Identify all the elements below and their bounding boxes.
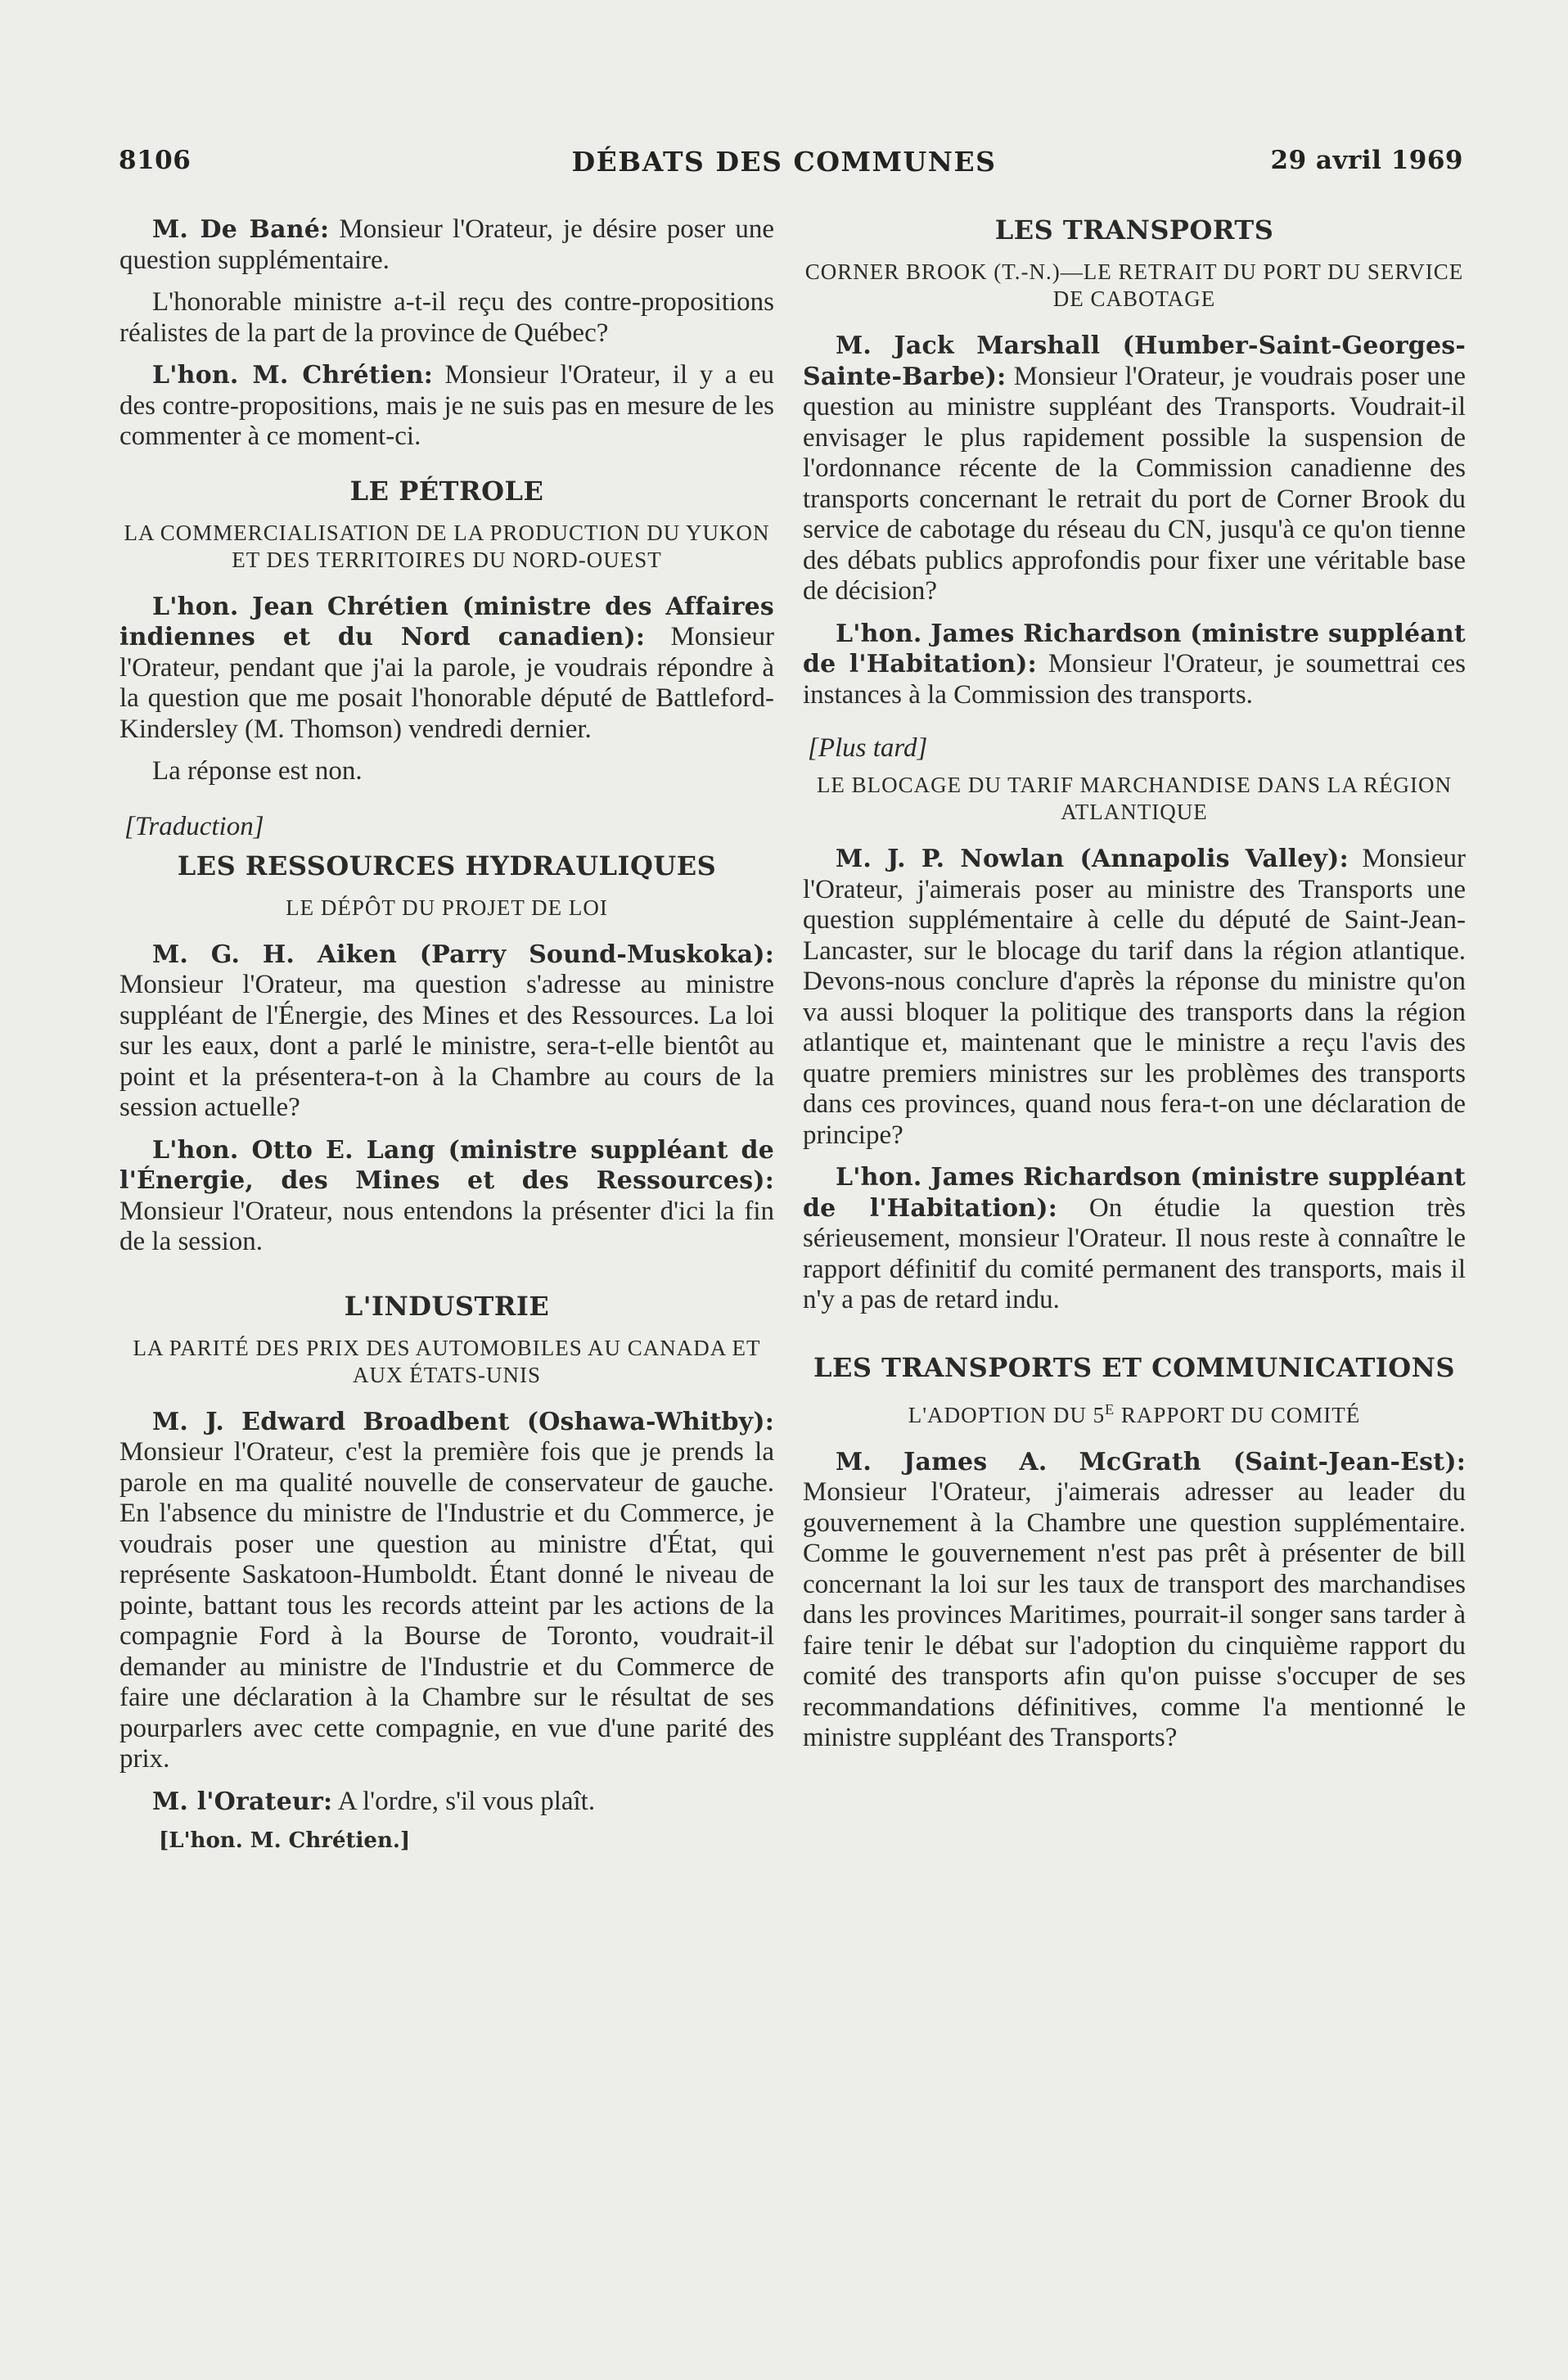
paragraph [803,1447,1466,1754]
paragraph [119,592,774,746]
speaker: L'hon. Otto E. Lang (ministre suppléant de l'Énergie, des Mines et des Ressources): [119,1135,774,1195]
speech-text: Monsieur l'Orateur, nous entendons la présenter d'ici la fin de la session. [119,1196,774,1256]
paragraph [119,1135,774,1258]
subsection-heading: LE DÉPÔT DU PROJET DE LOI [286,895,608,920]
section-heading: LES TRANSPORTS ET COMMUNICATIONS [813,1351,1455,1383]
subsection-heading: LA COMMERCIALISATION DE LA PRODUCTION DU YUKON ET DES TERRITOIRES DU NORD-OUEST [124,520,770,572]
speaker: L'hon. M. Chrétien: [152,361,434,390]
paragraph [803,331,1466,607]
running-footer: [L'hon. M. Chrétien.] [159,1828,411,1853]
speaker: L'hon. James Richardson (ministre suppléant de l'Habitation): [803,619,1466,678]
paragraph [119,360,774,453]
speech-text: On étudie la question très sérieusement, monsieur l'Orateur. Il nous reste à connaître le rapport définitif du comité permanent des transports, mais il n'y a pas de retard indu. [803,1192,1466,1314]
paragraph: La réponse est non. [152,756,363,786]
paragraph: L'honorable ministre a-t-il reçu des contre-propositions réalistes de la part de la province de Québec? [119,287,774,348]
section-heading: LES TRANSPORTS [994,214,1274,246]
paragraph [119,940,774,1124]
speech-text: Monsieur l'Orateur, je soumettrai ces instances à la Commission des transports. [803,649,1466,710]
speech-text: Monsieur l'Orateur, je désire poser une question supplémentaire. [119,214,774,275]
paragraph [119,1407,774,1775]
speech-text: Monsieur l'Orateur, pendant que j'ai la parole, je voudrais répondre à la question que me posait l'honorable député de Battleford-Kindersley (M. Thomson) vendredi dernier. [119,622,774,744]
speech-text: Monsieur l'Orateur, je voudrais poser une question au ministre suppléant des Transports. Voudrait-il envisager le plus rapidement possible la suspension de l'ordonnance récente de la Commission canadienne des transports concernant le retrait du port de Corner Brook du service de cabotage du réseau du CN, jusqu'à ce qu'on tienne des débats publics approfondis pour fixer une véritable base de décision? [803,361,1466,606]
ordinal-suffix: E [1105,1400,1115,1418]
section-heading: LE PÉTROLE [349,475,544,507]
section-heading: L'INDUSTRIE [344,1290,550,1322]
speaker: M. J. Edward Broadbent (Oshawa-Whitby): [152,1407,774,1436]
speaker: M. De Bané: [152,215,330,244]
speaker: M. James A. McGrath (Saint-Jean-Est): [836,1447,1466,1476]
speaker: M. J. P. Nowlan (Annapolis Valley): [836,845,1349,873]
speaker: L'hon. Jean Chrétien (ministre des Affaires indiennes et du Nord canadien): [119,592,774,651]
subsection-heading [803,1396,1466,1429]
speech-text: A l'ordre, s'il vous plaît. [332,1786,596,1816]
subheading-part: RAPPORT DU COMITÉ [1115,1402,1361,1427]
speaker: M. Jack Marshall (Humber-Saint-Georges-Sainte-Barbe): [803,331,1466,391]
page-date: 29 avril 1969 [1270,146,1463,175]
speech-text: Monsieur l'Orateur, j'aimerais adresser au leader du gouvernement à la Chambre une question supplémentaire. Comme le gouvernement n'est pas prêt à présenter de bill concernant la loi sur les taux de transport des marchandises dans les provinces Maritimes, pourrait-il songer sans tarder à faire tenir le débat sur l'adoption du cinquième rapport du comité des transports afin qu'on puisse s'occuper de ses recommandations définitives, comme l'a mentionné le ministre suppléant des Transports? [803,1477,1466,1752]
left-column [119,214,774,1853]
speaker: M. l'Orateur: [152,1787,333,1816]
speaker: L'hon. James Richardson (ministre suppléant de l'Habitation): [803,1163,1466,1223]
speech-text: Monsieur l'Orateur, ma question s'adresse au ministre suppléant de l'Énergie, des Mines et des Ressources. La loi sur les eaux, dont a parlé le ministre, sera-t-elle bientôt au point et la présentera-t-on à la Chambre au cours de la session actuelle? [119,970,774,1122]
right-column [803,214,1466,1765]
subsection-heading: CORNER BROOK (T.-N.)—LE RETRAIT DU PORT DU SERVICE DE CABOTAGE [804,259,1464,311]
speech-text: Monsieur l'Orateur, j'aimerais poser au ministre des Transports une question supplémentaire à celle du député de Saint-Jean-Lancaster, sur le blocage du tarif dans la région atlantique. Devons-nous conclure d'après la réponse du ministre qu'on va aussi bloquer la politique des transports dans la région atlantique et, maintenant que le ministre a reçu l'avis des quatre premiers ministres sur les problèmes des transports dans ces provinces, quand nous fera-t-on une déclaration de principe? [803,844,1466,1150]
later-note: [Plus tard] [808,733,928,763]
translation-note: [Traduction] [124,811,264,841]
subheading-part: L'ADOPTION DU 5 [908,1402,1106,1427]
paragraph [119,214,774,276]
speech-text: Monsieur l'Orateur, c'est la première fois que je prends la parole en ma qualité nouvelle de conservateur de gauche. En l'absence du ministre de l'Industrie et du Commerce, je voudrais poser une question au ministre d'État, qui représente Saskatoon-Humboldt. Étant donné le niveau de pointe, battant tous les records atteint par les actions de la compagnie Ford à la Bourse de Toronto, voudrait-il demander au ministre de l'Industrie et du Commerce de faire une déclaration à la Chambre sur le résultat de ses pourparlers avec cette compagnie, en vue d'une parité des prix. [119,1437,774,1774]
paragraph [803,844,1466,1151]
speaker: M. G. H. Aiken (Parry Sound-Muskoka): [152,940,774,969]
speech-text: Monsieur l'Orateur, il y a eu des contre-propositions, mais je ne suis pas en mesure de les commenter à ce moment-ci. [119,360,775,451]
page-title: DÉBATS DES COMMUNES [571,146,997,178]
page-number: 8106 [119,146,191,175]
section-heading: LES RESSOURCES HYDRAULIQUES [177,850,717,881]
paragraph [803,1162,1466,1316]
subsection-heading: LE BLOCAGE DU TARIF MARCHANDISE DANS LA RÉGION ATLANTIQUE [816,773,1453,824]
subsection-heading: LA PARITÉ DES PRIX DES AUTOMOBILES AU CANADA ET AUX ÉTATS-UNIS [133,1335,761,1387]
paragraph [119,1787,774,1818]
paragraph [803,619,1466,711]
